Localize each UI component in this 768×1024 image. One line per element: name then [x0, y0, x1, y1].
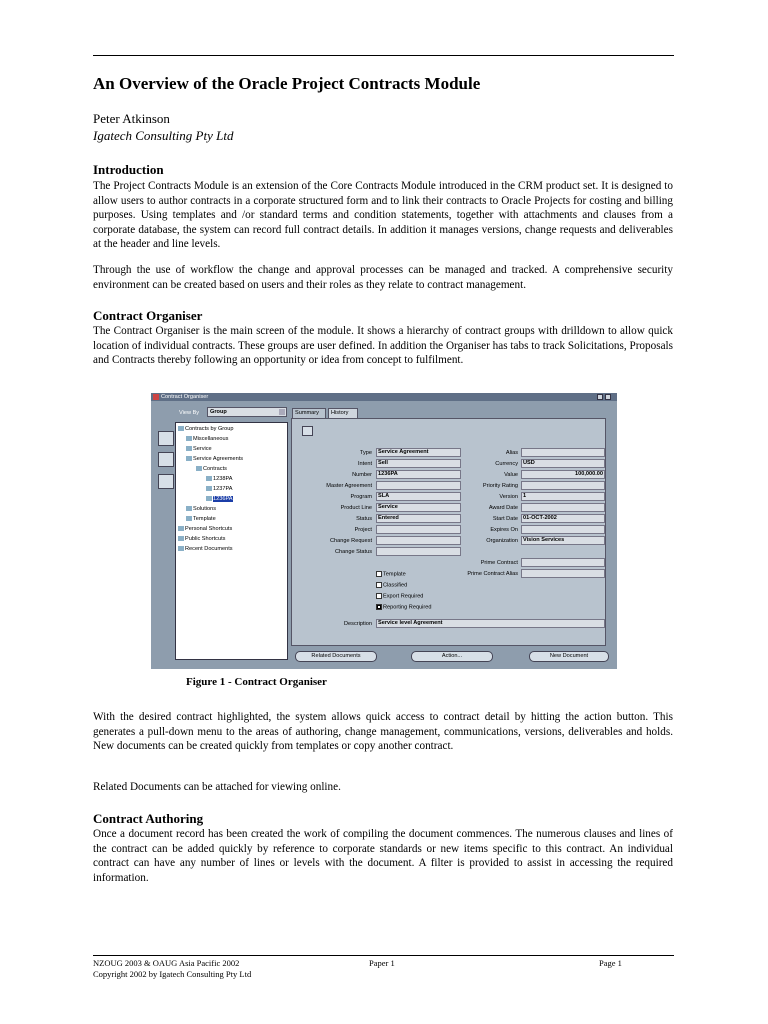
- author-name: Peter Atkinson: [93, 111, 170, 126]
- field-label: Type: [359, 450, 372, 456]
- checkbox-checked-icon: [376, 604, 382, 610]
- organization-field: Vision Services: [521, 536, 605, 545]
- intent-field: Sell: [376, 459, 461, 468]
- intro-paragraph-1: The Project Contracts Module is an extension of the Core Contracts Module introduced in the CRM product set. It is designed to allow users to author contracts in a corporate structured form and to link their contracts to Oracle Projects for costing and billing purposes. Using templates and /or standard terms and condition statements, together with attachments and clauses from a corporate database, the system can record full contract details. In addition it manages versions, change requests and deliverables at the header and line levels.: [93, 180, 673, 250]
- organiser-heading: Contract Organiser: [93, 308, 203, 323]
- project-field: [376, 525, 461, 534]
- organiser-paragraph-1: The Contract Organiser is the main screen of the module. It shows a hierarchy of contract groups with drilldown to allow quick location of individual contracts. These groups are user defined. In addition the Organiser has tabs to track Solicitations, Proposals and Contracts thereby following an opportunity or idea from concept to fulfilment.: [93, 325, 673, 366]
- view-by-select: [207, 407, 287, 417]
- authoring-paragraph-1: Once a document record has been created the work of compiling the document commences. The numerous clauses and lines of the contract can be added quickly by reference to corporate standards or new items specific to this contract. An individual contract can have any number of lines or levels with the document. A filter is provided to assist in accessing the required information.: [93, 828, 673, 884]
- page-title: An Overview of the Oracle Project Contracts Module: [93, 74, 481, 93]
- field-label: Organization: [486, 538, 518, 544]
- expires-on-field: [521, 525, 605, 534]
- documents-icon: [158, 452, 174, 467]
- field-label: Currency: [495, 461, 518, 467]
- tree-node: Miscellaneous: [186, 436, 228, 442]
- window-titlebar: [151, 393, 617, 401]
- tree-node: Contracts: [196, 466, 227, 472]
- contract-organiser-screenshot: [151, 393, 617, 669]
- field-label: Value: [504, 472, 518, 478]
- field-label: Project: [354, 527, 372, 533]
- tree-node: 1237PA: [206, 486, 233, 492]
- tab-summary: Summary: [292, 408, 326, 418]
- intro-paragraph-2: Through the use of workflow the change and approval processes can be managed and tracked. A comprehensive security environment can be created based on users and their roles as they relate to contract management.: [93, 264, 673, 291]
- authoring-heading: Contract Authoring: [93, 811, 204, 826]
- action-button: Action...: [411, 651, 493, 662]
- new-document-button: New Document: [529, 651, 609, 662]
- value-field: 100,000.00: [521, 470, 605, 479]
- tree-node: Contracts by Group: [178, 426, 234, 432]
- tree-node: Recent Documents: [178, 546, 233, 552]
- field-label: Version: [499, 494, 518, 500]
- footer-paper-number: Paper 1: [369, 958, 395, 968]
- prime-contract-alias-field: [521, 569, 605, 578]
- checkbox-icon: [376, 593, 382, 599]
- field-label: Program: [350, 494, 372, 500]
- product-line-field: Service: [376, 503, 461, 512]
- priority-rating-field: [521, 481, 605, 490]
- header-rule: [93, 55, 674, 56]
- contract-group-tree: [175, 422, 288, 660]
- checkbox-icon: [376, 582, 382, 588]
- footer-rule: [93, 955, 674, 956]
- figure-caption: Figure 1 - Contract Organiser: [186, 676, 327, 688]
- field-label: Start Date: [492, 516, 518, 522]
- field-label: Priority Rating: [482, 483, 518, 489]
- change-request-field: [376, 536, 461, 545]
- tree-node-selected: 1236PA: [206, 496, 233, 502]
- field-label: Status: [356, 516, 372, 522]
- export-required-checkbox: Export Required: [376, 593, 423, 599]
- master-agreement-field: [376, 481, 461, 490]
- tree-node: Personal Shortcuts: [178, 526, 232, 532]
- tree-node: 1238PA: [206, 476, 233, 482]
- classified-checkbox: Classified: [376, 582, 407, 588]
- field-label: Change Request: [330, 538, 372, 544]
- number-field: 1236PA: [376, 470, 461, 479]
- related-documents-button: Related Documents: [295, 651, 377, 662]
- description-label: Description: [344, 621, 372, 627]
- status-field: Entered: [376, 514, 461, 523]
- tree-node: Service: [186, 446, 212, 452]
- version-field: 1: [521, 492, 605, 501]
- type-field: Service Agreement: [376, 448, 461, 457]
- window-title: Contract Organiser: [161, 394, 209, 400]
- alias-field: [521, 448, 605, 457]
- copy-document-icon: [158, 474, 174, 489]
- chevron-down-icon: [279, 409, 285, 415]
- field-label: Alias: [505, 450, 518, 456]
- field-label: Award Date: [488, 505, 518, 511]
- tree-node: Public Shortcuts: [178, 536, 225, 542]
- minimize-icon: [597, 394, 603, 400]
- prime-contract-field: [521, 558, 605, 567]
- start-date-field: 01-OCT-2002: [521, 514, 605, 523]
- footer-page-number: Page 1: [599, 958, 622, 968]
- field-label: Product Line: [340, 505, 372, 511]
- program-field: SLA: [376, 492, 461, 501]
- organiser-paragraph-3: Related Documents can be attached for viewing online.: [93, 781, 341, 793]
- checkbox-icon: [376, 571, 382, 577]
- field-label: Number: [352, 472, 372, 478]
- field-label: Expires On: [490, 527, 518, 533]
- description-field: Service level Agreement: [376, 619, 605, 628]
- award-date-field: [521, 503, 605, 512]
- prime-contract-label: Prime Contract: [480, 560, 518, 566]
- company-name: Igatech Consulting Pty Ltd: [93, 128, 234, 143]
- field-label: Intent: [358, 461, 372, 467]
- field-label: Change Status: [334, 549, 372, 555]
- reporting-required-checkbox: Reporting Required: [376, 604, 432, 610]
- tree-node: Service Agreements: [186, 456, 243, 462]
- footer-copyright: Copyright 2002 by Igatech Consulting Pty Ltd: [93, 969, 252, 979]
- edit-icon: [302, 426, 313, 436]
- intro-heading: Introduction: [93, 162, 164, 177]
- footer-conference: NZOUG 2003 & OAUG Asia Pacific 2002: [93, 958, 240, 968]
- window-app-icon: [153, 394, 159, 400]
- close-icon: [605, 394, 611, 400]
- organiser-paragraph-2: With the desired contract highlighted, the system allows quick access to contract detail by hitting the action button. This generates a pull-down menu to the areas of authoring, change management, communications, versions, deliverables and holds. New documents can be created quickly from templates or copy another contract.: [93, 711, 673, 752]
- template-checkbox: Template: [376, 571, 406, 577]
- contracts-folder-icon: [158, 431, 174, 446]
- currency-field: USD: [521, 459, 605, 468]
- view-by-value: Group: [210, 409, 227, 415]
- tree-node: Solutions: [186, 506, 216, 512]
- tab-history: History: [328, 408, 358, 418]
- tree-node: Template: [186, 516, 216, 522]
- prime-contract-alias-label: Prime Contract Alias: [467, 571, 518, 577]
- change-status-field: [376, 547, 461, 556]
- field-label: Master Agreement: [326, 483, 372, 489]
- view-by-label: View By: [179, 410, 200, 416]
